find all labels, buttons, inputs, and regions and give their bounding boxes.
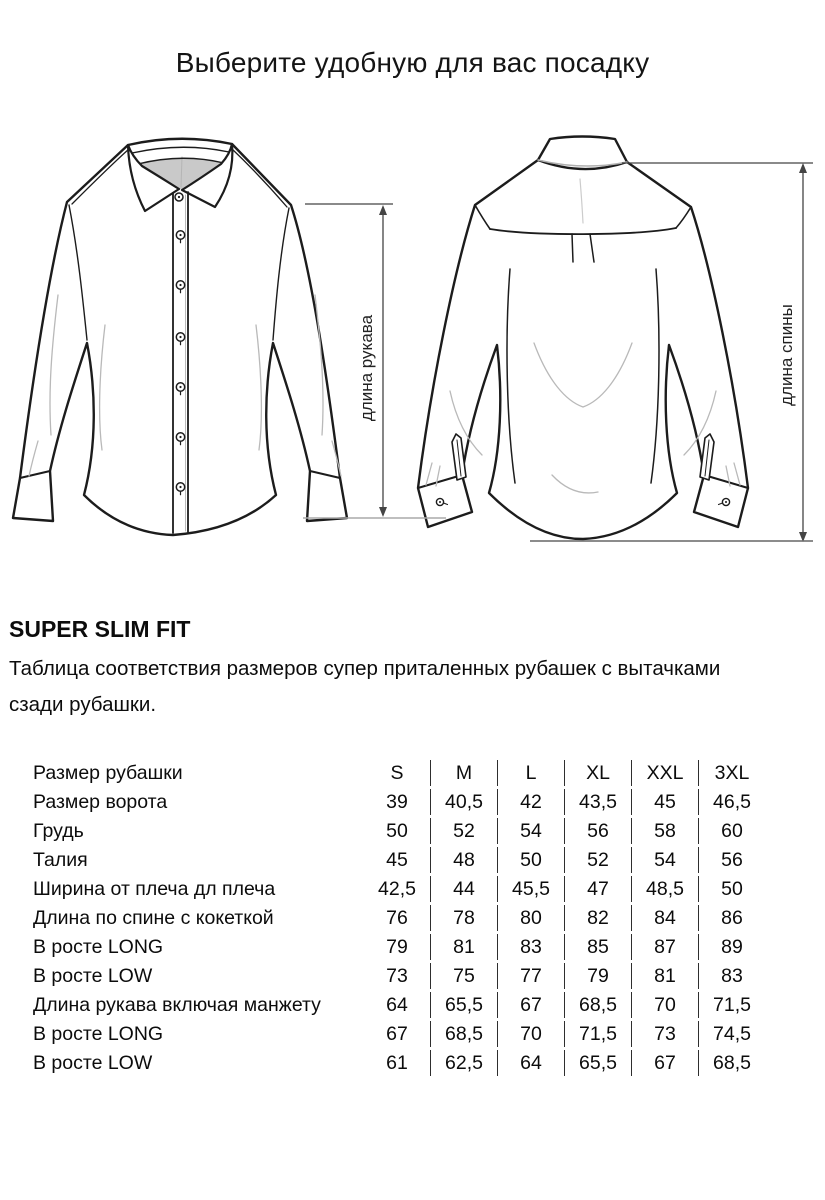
row-label: Длина по спине с кокеткой [33,907,274,929]
page-title: Выберите удобную для вас посадку [175,47,650,78]
size-cell: 45 [631,789,698,815]
row-label: В росте LOW [33,1052,153,1074]
size-cell: 71,5 [698,992,765,1018]
size-cell: 68,5 [430,1021,497,1047]
size-cell: 50 [698,876,765,902]
size-cell: 71,5 [564,1021,631,1047]
size-cell: 65,5 [430,992,497,1018]
size-cell: XL [564,760,631,786]
size-cell: 70 [497,1021,564,1047]
size-cell: 43,5 [564,789,631,815]
size-cell: 54 [497,818,564,844]
size-cell: 75 [430,963,497,989]
back-length-label: длина спины [777,304,796,406]
size-cell: 56 [564,818,631,844]
size-cell: 61 [386,1052,408,1074]
table-row [33,934,765,960]
size-cell: 44 [430,876,497,902]
size-cell: 85 [564,934,631,960]
size-cell: 42,5 [378,878,416,900]
table-row [33,905,765,931]
size-cell: 82 [564,905,631,931]
size-cell: 84 [631,905,698,931]
size-cell: 86 [698,905,765,931]
row-label: Размер рубашки [33,762,183,784]
row-label: Размер ворота [33,791,168,813]
size-cell: 46,5 [698,789,765,815]
size-cell: S [390,762,404,784]
size-cell: 73 [386,965,408,987]
size-cell: 67 [631,1050,698,1076]
size-cell: 50 [497,847,564,873]
table-row [33,1050,765,1076]
size-table [33,757,765,1079]
button [175,193,183,201]
size-cell: 48,5 [631,876,698,902]
size-cell: 60 [698,818,765,844]
size-cell: 68,5 [698,1050,765,1076]
table-row [33,992,765,1018]
size-cell: 74,5 [698,1021,765,1047]
size-cell: 87 [631,934,698,960]
size-cell: 58 [631,818,698,844]
description-line-1: Таблица соответствия размеров супер приталенных рубашек с вытачками [9,657,721,680]
size-cell: 64 [497,1050,564,1076]
size-cell: L [497,760,564,786]
size-cell: 81 [631,963,698,989]
size-cell: 67 [386,1023,408,1045]
table-row [33,876,765,902]
row-label: Длина рукава включая манжету [33,994,321,1016]
row-label: В росте LONG [33,1023,164,1045]
size-cell: 47 [564,876,631,902]
row-label: Талия [33,849,88,871]
section-heading: SUPER SLIM FIT [9,616,191,642]
size-cell: 80 [497,905,564,931]
row-label: Грудь [33,820,84,842]
section-description [9,651,809,723]
size-cell: 70 [631,992,698,1018]
shirt-illustrations [0,130,825,580]
size-cell: 52 [430,818,497,844]
size-cell: 56 [698,847,765,873]
size-cell: 89 [698,934,765,960]
size-cell: 83 [698,963,765,989]
size-cell: 3XL [698,760,765,786]
size-cell: 52 [564,847,631,873]
size-cell: 45,5 [497,876,564,902]
shirt-back-illustration [418,137,748,540]
size-cell: 40,5 [430,789,497,815]
size-cell: 54 [631,847,698,873]
size-cell: 45 [386,849,408,871]
size-cell: 83 [497,934,564,960]
row-label: Ширина от плеча дл плеча [33,878,276,900]
table-row [33,1021,765,1047]
size-cell: 81 [430,934,497,960]
size-cell: 76 [386,907,408,929]
table-row [33,847,765,873]
size-cell: 48 [430,847,497,873]
shirt-front-illustration [13,139,347,535]
size-cell: 64 [386,994,408,1016]
size-cell: 39 [386,791,408,813]
table-row [33,789,765,815]
table-row [33,963,765,989]
table-row [33,760,765,786]
size-cell: 62,5 [430,1050,497,1076]
row-label: В росте LONG [33,936,164,958]
size-cell: 50 [386,820,408,842]
size-cell: 67 [497,992,564,1018]
size-cell: XXL [631,760,698,786]
size-cell: 77 [497,963,564,989]
size-cell: 42 [497,789,564,815]
sleeve-length-label: длина рукава [357,314,376,422]
size-cell: 78 [430,905,497,931]
size-cell: 68,5 [564,992,631,1018]
size-cell: M [430,760,497,786]
size-cell: 79 [386,936,408,958]
size-cell: 79 [564,963,631,989]
description-line-2: сзади рубашки. [9,693,157,716]
size-cell: 73 [631,1021,698,1047]
table-row [33,818,765,844]
size-cell: 65,5 [564,1050,631,1076]
row-label: В росте LOW [33,965,153,987]
